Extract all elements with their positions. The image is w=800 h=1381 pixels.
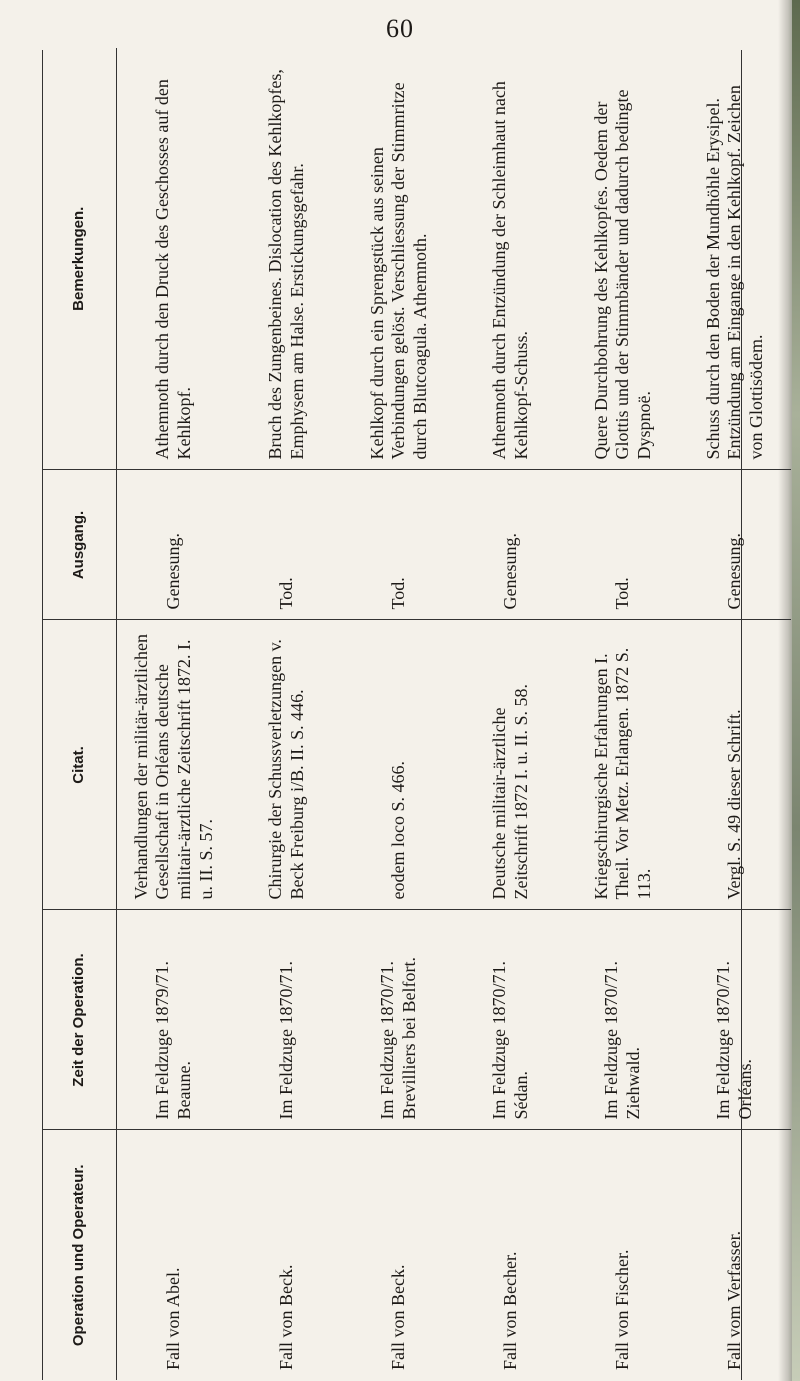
table-row bbox=[117, 48, 232, 1380]
scan-edge-strip bbox=[792, 0, 800, 1381]
cell-citat: Deutsche militair-ärztliche Zeitschrift 1872 I. u. II. S. 58. bbox=[455, 620, 567, 910]
cell-bemerkungen: Athemnoth durch Entzündung der Schleimhaut nach Kehlkopf-Schuss. bbox=[489, 81, 531, 460]
cell-ausgang: Tod. bbox=[343, 470, 455, 620]
header-ausgang: Ausgang. bbox=[42, 470, 117, 620]
cell-bemerkungen: Quere Durchbohrung des Kehlkopfes. Oedem der Glottis und der Stimmbänder und dadurch bedingte Dyspnoë. bbox=[590, 89, 654, 460]
cell-operation: Fall von Beck. bbox=[343, 1130, 455, 1380]
cell-zeit: Im Feldzuge 1870/71. bbox=[231, 910, 343, 1130]
cell-bemerkungen: Athemnoth durch den Druck des Geschosses auf den Kehlkopf. bbox=[152, 79, 194, 460]
cell-zeit: Im Feldzuge 1870/71. Sédan. bbox=[455, 910, 567, 1130]
cell-ausgang: Tod. bbox=[231, 470, 343, 620]
cell-ausgang: Tod. bbox=[567, 470, 679, 620]
table-row bbox=[455, 48, 567, 1380]
cell-operation: Fall von Fischer. bbox=[567, 1130, 679, 1380]
table-row bbox=[567, 48, 679, 1380]
cell-bemerkungen: Kehlkopf durch ein Sprengstück aus seinen Verbindungen gelöst. Verschliessung der Stimmritze durch Blutcoagula. Athemnoth. bbox=[366, 82, 430, 460]
cell-citat: Chirurgie der Schussverletzungen v. Beck Freiburg i/B. II. S. 446. bbox=[231, 620, 343, 910]
cell-zeit: Im Feldzuge 1870/71. Brevilliers bei Belfort. bbox=[343, 910, 455, 1130]
cell-citat: eodem loco S. 466. bbox=[343, 620, 455, 910]
header-citat: Citat. bbox=[42, 620, 117, 910]
cell-zeit: Im Feldzuge 1870/71. Ziehwald. bbox=[567, 910, 679, 1130]
cell-citat: Verhandlungen der militär-ärztlichen Gesellschaft in Orléans deutsche militair-ärztliche Zeitschrift 1872. I. u. II. S. 57. bbox=[117, 620, 232, 910]
cell-bemerkungen: Bruch des Zungenbeines. Dislocation des Kehlkopfes, Emphysem am Halse. Erstickungsgefahr. bbox=[265, 69, 307, 460]
cell-ausgang: Genesung. bbox=[455, 470, 567, 620]
cell-citat: Vergl. S. 49 dieser Schrift. bbox=[679, 620, 791, 910]
cell-citat: Kriegschirurgische Erfahrungen I. Theil. Vor Metz. Erlangen. 1872 S. 113. bbox=[567, 620, 679, 910]
cell-operation: Fall vom Verfasser. bbox=[679, 1130, 791, 1380]
cell-zeit: Im Feldzuge 1879/71. Beaune. bbox=[117, 910, 232, 1130]
rotated-table-wrapper bbox=[42, 48, 766, 1380]
table-row bbox=[343, 48, 455, 1380]
cell-zeit: Im Feldzuge 1870/71. Orléans. bbox=[679, 910, 791, 1130]
case-table bbox=[42, 48, 791, 1380]
cell-ausgang: Genesung. bbox=[679, 470, 791, 620]
cell-operation: Fall von Beck. bbox=[231, 1130, 343, 1380]
page-number: 60 bbox=[386, 14, 414, 43]
cell-operation: Fall von Abel. bbox=[117, 1130, 232, 1380]
header-operation: Operation und Operateur. bbox=[42, 1130, 117, 1380]
cell-ausgang: Genesung. bbox=[117, 470, 232, 620]
header-zeit: Zeit der Operation. bbox=[42, 910, 117, 1130]
header-bemerkungen: Bemerkungen. bbox=[42, 48, 117, 470]
table-row bbox=[679, 48, 791, 1380]
table-row bbox=[231, 48, 343, 1380]
cell-bemerkungen: Schuss durch den Boden der Mundhöhle Erysipel. Entzündung am Eingange in den Kehlkopf. Zeichen von Glottisödem. bbox=[702, 85, 766, 460]
cell-operation: Fall von Becher. bbox=[455, 1130, 567, 1380]
table-header-row bbox=[42, 48, 117, 1380]
